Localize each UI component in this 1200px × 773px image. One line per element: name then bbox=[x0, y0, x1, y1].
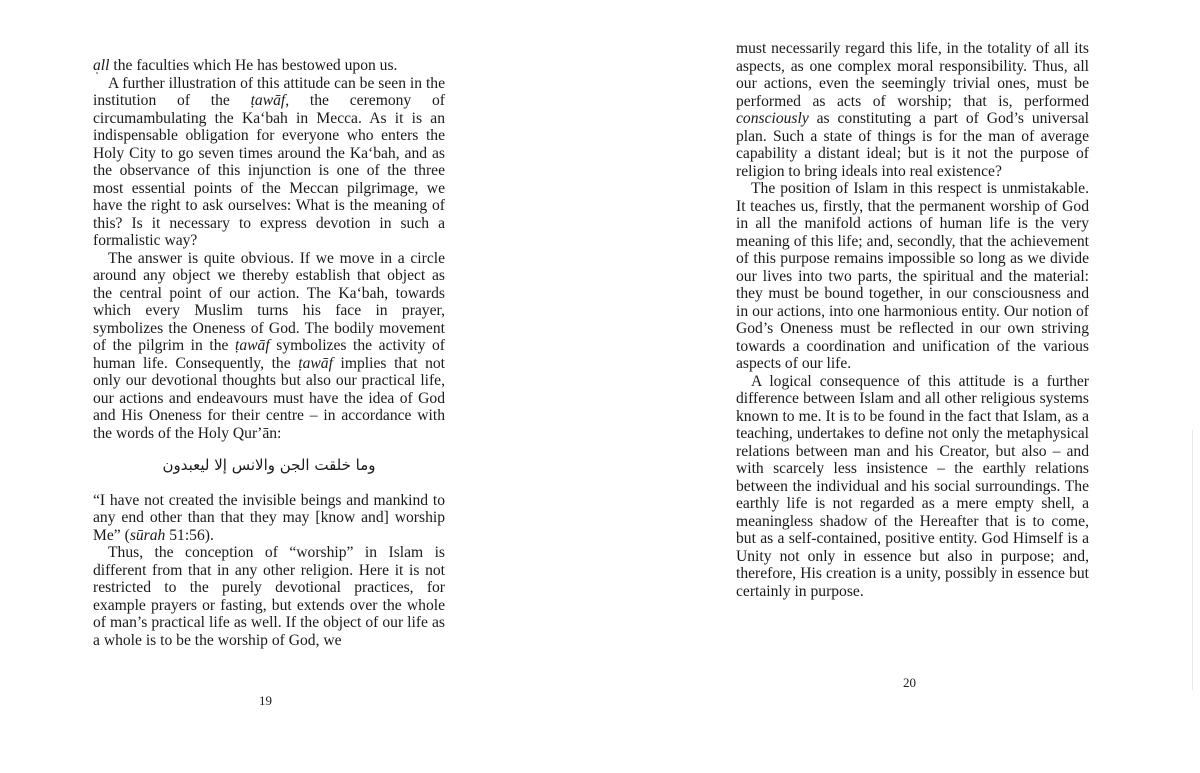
paragraph-text: implies that not only our devotional thoughts but also our practical life, our actions and endeavours must have the idea of God and His Oneness for their centre – in accordance with the words of the Holy Qurʼān: bbox=[93, 354, 445, 442]
paragraph-text: as constituting a part of God’s universal plan. Such a state of things is for the man of average capability a distant ideal; but is it not the purpose of religion to bring ideals into real existence? bbox=[736, 110, 1089, 180]
page-edge-shadow bbox=[1192, 430, 1193, 690]
right-page bbox=[600, 0, 1200, 773]
paragraph-quote bbox=[93, 492, 445, 545]
paragraph-text: The answer is quite obvious. If we move in a circle around any object we thereby establish that object as the central point of our action. The Kaʻbah, towards which every Muslim turns his face in prayer, symbolizes the Oneness of God. The bodily movement of the pilgrim in the bbox=[93, 249, 445, 354]
emphasis-text: all bbox=[93, 57, 110, 74]
paragraph-worship-conception: Thus, the conception of “worship” in Islam is different from that in any other religion. Here it is not restricted to the purely devotional practices, for example prayers or fasting, but extends over the whole of man’s practical life as well. If the object of our life as a whole is to be the worship of God, we bbox=[93, 544, 445, 649]
paragraph-tawaf-intro bbox=[93, 75, 445, 250]
paragraph-position-of-islam: The position of Islam in this respect is unmistakable. It teaches us, firstly, that the permanent worship of God in all the manifold actions of human life is the very meaning of this life; and, secondly, that the achievement of this purpose remains impossible so long as we divide our lives into two parts, the spiritual and the material: they must be bound together, in our consciousness and in our actions, into one harmonious entity. Our notion of God’s Oneness must be reflected in our own striving towards a coordination and unification of the various aspects of our life. bbox=[736, 180, 1089, 372]
paragraph-continuation bbox=[736, 40, 1089, 180]
paragraph-text: must necessarily regard this life, in the totality of all its aspects, as one complex moral responsibility. Thus, all our actions, even the seemingly trivial ones, must be performed as acts of worship; that is, performed bbox=[736, 40, 1089, 110]
paragraph-text: the faculties which He has bestowed upon us. bbox=[109, 57, 398, 74]
emphasis-text: sūrah bbox=[129, 526, 166, 544]
paragraph-text: “I have not created the invisible beings and mankind to any end other than that they may [know and] worship Me” ( bbox=[93, 491, 445, 544]
paragraph-text: , the ceremony of circumambulating the Kaʻbah in Mecca. As it is an indispensable obligation for everyone who enters the Holy City to go seven times around the Kaʻbah, and as the observance of this injunction is one of the three most essential points of the Meccan pilgrimage, we have the right to ask ourselves: What is the meaning of this? Is it necessary to express devotion in such a formalistic way? bbox=[93, 92, 445, 249]
emphasis-text: consciously bbox=[736, 110, 809, 127]
emphasis-text: ṭawāf bbox=[298, 354, 333, 372]
page-number: 19 bbox=[259, 693, 272, 708]
paragraph-text: symbolizes the activity of human life. Consequently, the bbox=[93, 337, 445, 372]
emphasis-text: ṭawāf bbox=[235, 337, 270, 354]
emphasis-text: ṭawāf bbox=[250, 92, 286, 109]
right-page-body bbox=[736, 40, 1089, 600]
paragraph-text: A further illustration of this attitude can be seen in the institution of the bbox=[93, 74, 445, 109]
paragraph-logical-consequence: A logical consequence of this attitude is a further difference between Islam and all other religious systems known to me. It is to be found in the fact that Islam, as a teaching, undertakes to define not only the metaphysical relations between man and his Creator, but also – and with scarcely less insistence – the earthly relations between the individual and his social surroundings. The earthly life is not regarded as a mere empty shell, a meaningless shadow of the Hereafter that is to come, but as a self-contained, positive entity. God Himself is a Unity not only in essence but also in purpose; and, therefore, His creation is a unity, possibly in essence but certainly in purpose. bbox=[736, 372, 1089, 600]
paragraph-text: 51:56). bbox=[165, 526, 214, 544]
page-number: 20 bbox=[903, 675, 916, 690]
paragraph-continuation bbox=[93, 57, 445, 75]
arabic-verse: وما خلقت الجن والانس إلا ليعبدون bbox=[162, 456, 376, 474]
left-page-body bbox=[93, 57, 445, 649]
paragraph-answer bbox=[93, 250, 445, 443]
